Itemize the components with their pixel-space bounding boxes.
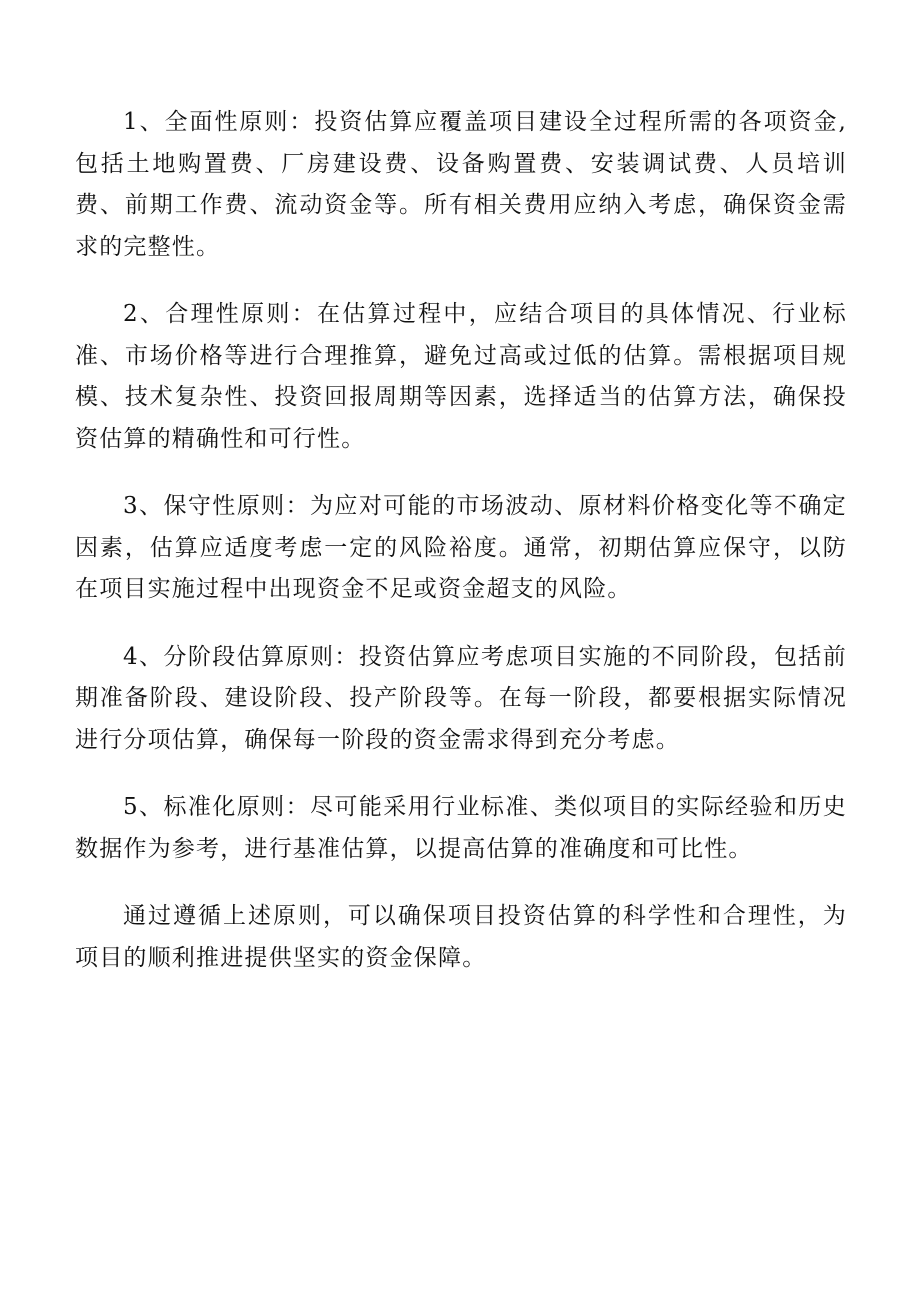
document-body [75,102,847,1005]
paragraph-phased-estimation-principle: 4、分阶段估算原则：投资估算应考虑项目实施的不同阶段，包括前期准备阶段、建设阶段、投产阶段等。在每一阶段，都要根据实际情况进行分项估算，确保每一阶段的资金需求得到充分考虑。 [75,643,847,753]
paragraph-comprehensiveness-principle: 1、全面性原则：投资估算应覆盖项目建设全过程所需的各项资金,包括土地购置费、厂房建设费、设备购置费、安装调试费、人员培训费、前期工作费、流动资金等。所有相关费用应纳入考虑，确保资金需求的完整性。 [75,109,847,260]
paragraph-conservatism-principle: 3、保守性原则：为应对可能的市场波动、原材料价格变化等不确定因素，估算应适度考虑一定的风险裕度。通常，初期估算应保守，以防在项目实施过程中出现资金不足或资金超支的风险。 [75,493,847,602]
paragraph-conclusion: 通过遵循上述原则，可以确保项目投资估算的科学性和合理性，为项目的顺利推进提供坚实的资金保障。 [75,903,847,971]
paragraph-rationality-principle: 2、合理性原则：在估算过程中，应结合项目的具体情况、行业标准、市场价格等进行合理推算，避免过高或过低的估算。需根据项目规模、技术复杂性、投资回报周期等因素，选择适当的估算方法，确保投资估算的精确性和可行性。 [75,301,847,452]
paragraph-standardization-principle: 5、标准化原则：尽可能采用行业标准、类似项目的实际经验和历史数据作为参考，进行基准估算，以提高估算的准确度和可比性。 [75,794,847,862]
